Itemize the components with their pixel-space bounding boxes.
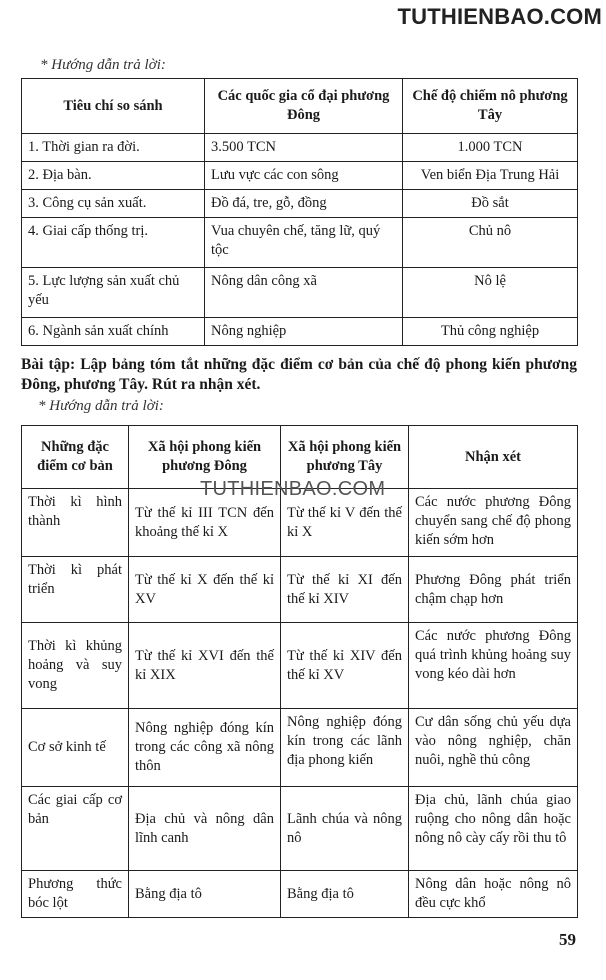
- table-cell: Bằng địa tô: [129, 871, 281, 918]
- table-cell: Nông nghiệp đóng kín trong các công xã nông thôn: [129, 709, 281, 787]
- table-cell: 3.500 TCN: [205, 134, 403, 162]
- column-header: Những đặc điểm cơ bản: [22, 426, 129, 489]
- table-cell: Cơ sở kinh tế: [22, 709, 129, 787]
- table-cell: Nông nghiệp đóng kín trong các lãnh địa phong kiến: [281, 709, 409, 787]
- table-header-row: [22, 79, 578, 134]
- table-row: [22, 268, 578, 318]
- table-cell: 4. Giai cấp thống trị.: [22, 218, 205, 268]
- comparison-table-ancient: [21, 78, 578, 346]
- table-row: [22, 190, 578, 218]
- table-cell: Ven biển Địa Trung Hải: [403, 162, 578, 190]
- table-cell: Từ thế kỉ V đến thế kỉ X: [281, 489, 409, 557]
- table-row: [22, 134, 578, 162]
- column-header: Nhận xét: [409, 426, 578, 489]
- table-cell: Từ thế kỉ XI đến thế kỉ XIV: [281, 557, 409, 623]
- column-header: Xã hội phong kiến phương Tây: [281, 426, 409, 489]
- table-cell: Các nước phương Đông quá trình khủng hoảng suy vong kéo dài hơn: [409, 623, 578, 709]
- table-cell: Thời kì phát triển: [22, 557, 129, 623]
- table-cell: Từ thế kỉ III TCN đến khoảng thế kỉ X: [129, 489, 281, 557]
- table-cell: Nông nghiệp: [205, 318, 403, 346]
- table-cell: 6. Ngành sản xuất chính: [22, 318, 205, 346]
- watermark-logo: TUTHIENBAO.COM: [397, 4, 602, 29]
- table-cell: Thời kì khủng hoảng và suy vong: [22, 623, 129, 709]
- table-cell: Thời kì hình thành: [22, 489, 129, 557]
- table-cell: Vua chuyên chế, tăng lữ, quý tộc: [205, 218, 403, 268]
- table-cell: Thủ công nghiệp: [403, 318, 578, 346]
- table-cell: Từ thế kỉ X đến thế kỉ XV: [129, 557, 281, 623]
- column-header: Xã hội phong kiến phương Đông: [129, 426, 281, 489]
- table-cell: Cư dân sống chủ yếu dựa vào nông nghiệp, chăn nuôi, nghề thủ công: [409, 709, 578, 787]
- page-number: 59: [559, 930, 576, 949]
- table-cell: Địa chủ, lãnh chúa giao ruộng cho nông dân hoặc nông nô cày cấy rồi thu tô: [409, 787, 578, 871]
- table-row: [22, 218, 578, 268]
- column-header: Chế độ chiếm nô phương Tây: [403, 79, 578, 134]
- table-cell: Các giai cấp cơ bản: [22, 787, 129, 871]
- table-cell: Từ thế kỉ XIV đến thế kỉ XV: [281, 623, 409, 709]
- table-row: [22, 623, 578, 709]
- guide-label-2: * Hướng dẫn trả lời:: [38, 398, 164, 414]
- table-cell: Phương thức bóc lột: [22, 871, 129, 918]
- table-cell: 1.000 TCN: [403, 134, 578, 162]
- table-cell: 2. Địa bàn.: [22, 162, 205, 190]
- exercise-text: Bài tập: Lập bảng tóm tắt những đặc điểm cơ bản của chế độ phong kiến phương Đông, phương Tây. Rút ra nhận xét.: [21, 356, 577, 393]
- table-cell: Nông dân hoặc nông nô đều cực khổ: [409, 871, 578, 918]
- column-header: Tiêu chí so sánh: [22, 79, 205, 134]
- table-cell: Đồ đá, tre, gỗ, đồng: [205, 190, 403, 218]
- table-row: [22, 709, 578, 787]
- table-cell: Bằng địa tô: [281, 871, 409, 918]
- table-row: [22, 787, 578, 871]
- table-cell: 3. Công cụ sản xuất.: [22, 190, 205, 218]
- table-row: [22, 871, 578, 918]
- guide-label-1: * Hướng dẫn trả lời:: [40, 57, 166, 73]
- column-header: Các quốc gia cổ đại phương Đông: [205, 79, 403, 134]
- table-row: [22, 162, 578, 190]
- table-cell: Đồ sắt: [403, 190, 578, 218]
- watermark-center: TUTHIENBAO.COM: [200, 478, 386, 500]
- table-cell: Địa chủ và nông dân lĩnh canh: [129, 787, 281, 871]
- table-cell: Chủ nô: [403, 218, 578, 268]
- table-cell: 5. Lực lượng sản xuất chủ yếu: [22, 268, 205, 318]
- table-cell: Nông dân công xã: [205, 268, 403, 318]
- table-cell: Nô lệ: [403, 268, 578, 318]
- table-cell: Các nước phương Đông chuyển sang chế độ phong kiến sớm hơn: [409, 489, 578, 557]
- table-cell: Lưu vực các con sông: [205, 162, 403, 190]
- table-cell: 1. Thời gian ra đời.: [22, 134, 205, 162]
- table-row: [22, 318, 578, 346]
- table-cell: Từ thế kỉ XVI đến thế kỉ XIX: [129, 623, 281, 709]
- table-cell: Lãnh chúa và nông nô: [281, 787, 409, 871]
- table-cell: Phương Đông phát triển chậm chạp hơn: [409, 557, 578, 623]
- table-row: [22, 557, 578, 623]
